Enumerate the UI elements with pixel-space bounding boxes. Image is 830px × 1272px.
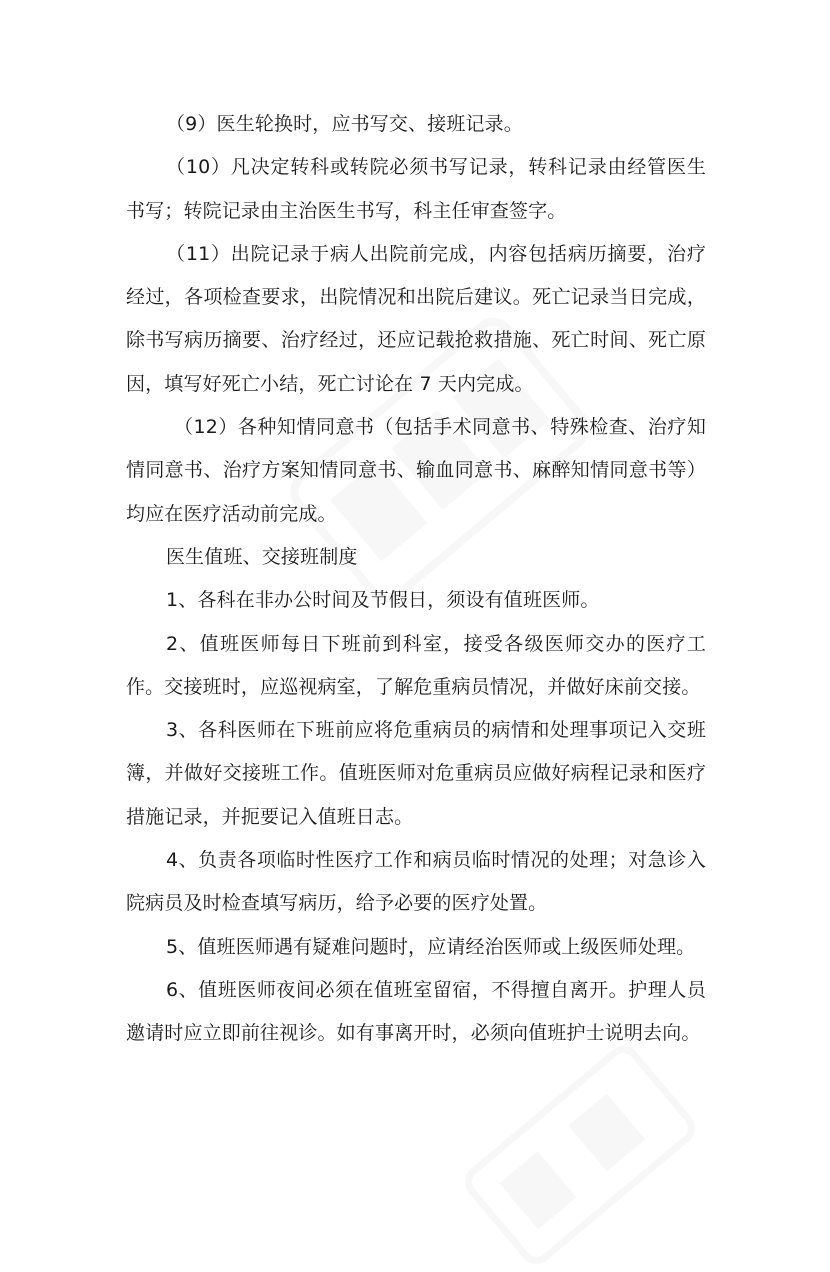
rule-item-4: 4、负责各项临时性医疗工作和病员临时情况的处理；对急诊入院病员及时检查填写病历，给予必要的医疗处置。 — [126, 849, 706, 915]
paragraph-11: （11）出院记录于病人出院前完成，内容包括病历摘要，治疗经过，各项检查要求，出院情况和出院后建议。死亡记录当日完成，除书写病历摘要、治疗经过，还应记载抢救措施、死亡时间、死亡原因，填写好死亡小结，死亡讨论在 7 天内完成。 — [126, 242, 706, 395]
rule-item-3: 3、各科医师在下班前应将危重病员的病情和处理事项记入交班簿，并做好交接班工作。值班医师对危重病员应做好病程记录和医疗措施记录，并扼要记入值班日志。 — [126, 719, 706, 828]
paragraph-10: （10）凡决定转科或转院必须书写记录，转科记录由经管医生书写；转院记录由主治医生书写，科主任审查签字。 — [126, 156, 706, 222]
rule-item-6: 6、值班医师夜间必须在值班室留宿，不得擅自离开。护理人员邀请时应立即前往视诊。如有事离开时，必须向值班护士说明去向。 — [126, 978, 706, 1045]
section-heading: 医生值班、交接班制度 — [166, 545, 358, 568]
paragraph-9: （9）医生轮换时，应书写交、接班记录。 — [166, 113, 523, 135]
watermark-logo-icon — [457, 1038, 703, 1271]
rule-item-5: 5、值班医师遇有疑难问题时，应请经治医师或上级医师处理。 — [166, 935, 696, 958]
paragraph-12: （12）各种知情同意书（包括手术同意书、特殊检查、治疗知情同意书、治疗方案知情同意书、输血同意书、麻醉知情同意书等）均应在医疗活动前完成。 — [126, 416, 706, 525]
document-body — [126, 103, 706, 1056]
rule-item-1: 1、各科在非办公时间及节假日，须设有值班医师。 — [166, 589, 600, 612]
rule-item-2: 2、值班医师每日下班前到科室，接受各级医师交办的医疗工作。交接班时，应巡视病室，了解危重病员情况，并做好床前交接。 — [126, 632, 706, 698]
